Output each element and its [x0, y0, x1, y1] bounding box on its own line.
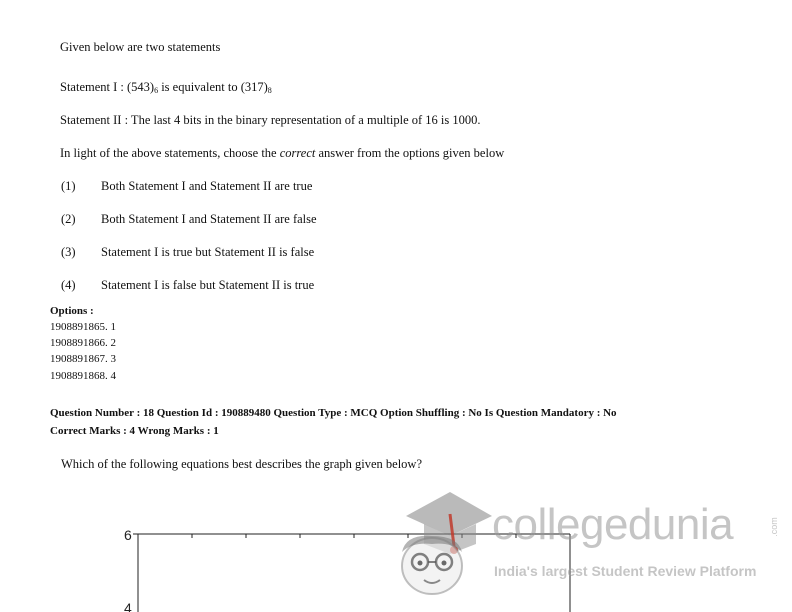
watermark-tagline: India's largest Student Review Platform — [494, 563, 757, 579]
instruction-pre: In light of the above statements, choose the — [60, 146, 280, 160]
option-number-2: (2) — [61, 212, 76, 226]
statement-1-prefix: Statement I : (543) — [60, 80, 155, 94]
option-id-2: 1908891866. 2 — [50, 337, 116, 349]
graph-frame — [122, 520, 582, 612]
option-id-3: 1908891867. 3 — [50, 353, 116, 365]
question-prompt: Which of the following equations best describes the graph given below? — [61, 457, 423, 471]
question-meta-line-2: Correct Marks : 4 Wrong Marks : 1 — [50, 425, 219, 437]
y-tick-label-6: 6 — [124, 527, 132, 543]
statement-1-middle: is equivalent to (317) — [158, 80, 268, 94]
graph-area — [122, 520, 582, 612]
option-text-2: Both Statement I and Statement II are false — [101, 212, 317, 226]
option-text-3: Statement I is true but Statement II is false — [101, 245, 315, 259]
statement-1-base-8: 8 — [267, 86, 272, 95]
question-intro: Given below are two statements — [60, 40, 221, 54]
statement-1 — [60, 80, 272, 95]
options-heading: Options : — [50, 305, 94, 317]
watermark-domain: .com — [768, 517, 779, 537]
question-meta-line-1: Question Number : 18 Question Id : 190889480 Question Type : MCQ Option Shuffling : No Is Question Mandatory : No — [50, 407, 617, 419]
option-number-1: (1) — [61, 179, 76, 193]
statement-2: Statement II : The last 4 bits in the binary representation of a multiple of 16 is 1000. — [60, 113, 481, 127]
statement-1-base-6: 6 — [154, 86, 159, 95]
instruction-emphasis: correct — [279, 146, 316, 160]
instruction — [60, 146, 504, 161]
y-tick-label-4: 4 — [124, 600, 132, 612]
option-id-1: 1908891865. 1 — [50, 321, 116, 333]
option-number-4: (4) — [61, 278, 76, 292]
watermark-brand: collegedunia — [492, 500, 734, 549]
option-text-4: Statement I is false but Statement II is true — [101, 278, 315, 292]
option-id-4: 1908891868. 4 — [50, 370, 116, 382]
option-text-1: Both Statement I and Statement II are true — [101, 179, 313, 193]
option-number-3: (3) — [61, 245, 76, 259]
instruction-post: answer from the options given below — [315, 146, 505, 160]
